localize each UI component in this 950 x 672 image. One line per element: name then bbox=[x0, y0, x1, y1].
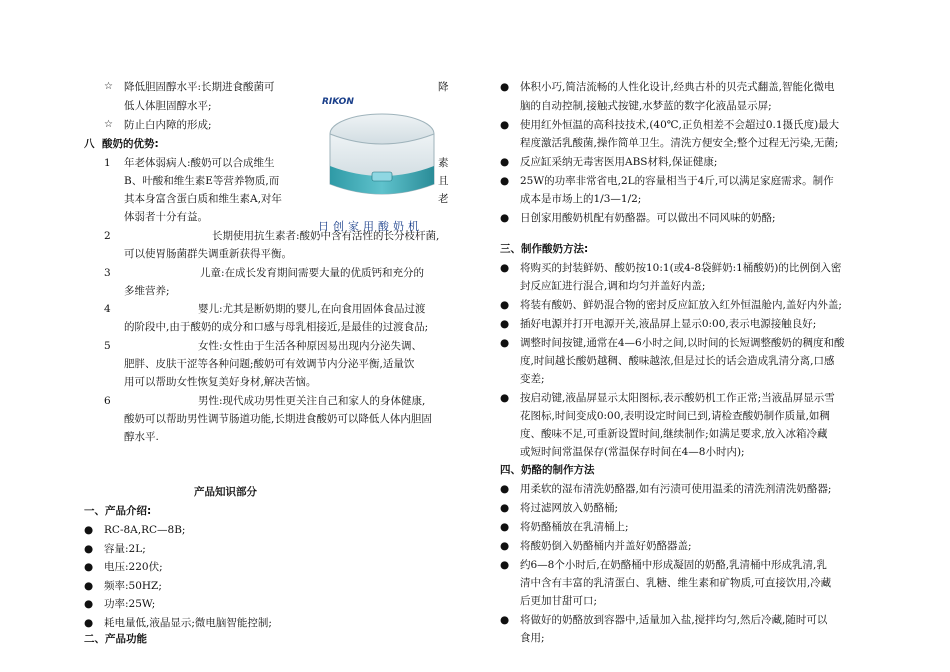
text-line: 后更加甘甜可口; bbox=[520, 595, 598, 607]
text-line: 使用红外恒温的高科技技术,(40℃,正负相差不会超过0.1摄氏度)最大 bbox=[520, 119, 840, 131]
text-line: 花图标,时间变成0:00,表明设定时间已到,请检查酸奶制作质量,如稠 bbox=[520, 410, 830, 422]
text-line: 反应缸采纳无毒害医用ABS材料,保证健康; bbox=[520, 156, 718, 168]
bullet-icon: ● bbox=[500, 318, 510, 330]
spec-item: 容量:2L; bbox=[104, 542, 146, 555]
spec-item: 功率:25W; bbox=[104, 598, 156, 610]
section-number: 八 bbox=[84, 138, 95, 150]
text-line: 肥胖、皮肤干涩等各种问题;酸奶可有效调节内分泌平衡,适量饮 bbox=[124, 358, 415, 370]
text-line: 降 bbox=[438, 81, 449, 93]
text-line: 体弱者十分有益。 bbox=[124, 211, 208, 223]
text-line: 男性:现代成功男性更关注自己和家人的身体健康, bbox=[198, 395, 426, 407]
text-line: 度,时间越长酸奶越稠、酸味越浓,但是过长的话会造成乳清分离,口感 bbox=[520, 355, 835, 367]
text-line: B、叶酸和维生素E等营养物质,而 bbox=[124, 175, 280, 187]
bullet-icon: ● bbox=[500, 540, 510, 552]
text-line: 25W的功率非常省电,2L的容量相当于4斤,可以满足家庭需求。制作 bbox=[520, 175, 834, 187]
text-line: 老 bbox=[438, 193, 449, 205]
spec-item: 耗电量低,液晶显示;微电脑智能控制; bbox=[104, 616, 272, 629]
bullet-icon: ● bbox=[500, 337, 510, 349]
text-line: 长期使用抗生素者:酸奶中含有活性的长分枝杆菌, bbox=[212, 230, 440, 242]
bullet-icon: ● bbox=[500, 483, 510, 495]
text-line: 或短时间常温保存(常温保存时间在4—8小时内); bbox=[520, 446, 745, 458]
text-line: 婴儿:尤其是断奶期的婴儿,在向食用固体食品过渡 bbox=[198, 303, 426, 315]
text-line: 体积小巧,简洁流畅的人性化设计,经典古朴的贝壳式翻盖,智能化微电 bbox=[520, 81, 835, 93]
bullet-icon: ● bbox=[84, 524, 94, 536]
text-line: 程度激活乳酸菌,操作简单卫生。清洗方便安全;整个过程无污染,无菌; bbox=[520, 137, 839, 149]
text-line: 脑的自动控制,接触式按键,水梦蓝的数字化液晶显示屏; bbox=[520, 100, 772, 112]
text-line: 将装有酸奶、鲜奶混合物的密封反应缸放入红外恒温舱内,盖好内外盖; bbox=[520, 299, 842, 311]
bullet-icon: ● bbox=[500, 614, 510, 626]
spec-item: 频率:50HZ; bbox=[104, 579, 162, 592]
bullet-icon: ● bbox=[84, 616, 94, 629]
text-line: 用柔软的湿布清洗奶酪器,如有污渍可使用温柔的清洗剂清洗奶酪器; bbox=[520, 483, 832, 495]
text-line: 食用; bbox=[520, 632, 545, 644]
bullet-icon: ● bbox=[500, 299, 510, 311]
text-line: 约6—8个小时后,在奶酪桶中形成凝固的奶酪,乳清桶中形成乳清,乳 bbox=[520, 559, 827, 571]
text-line: 女性:女性由于生活各种原因易出现内分泌失调、 bbox=[198, 340, 423, 352]
product-caption: 日创家用酸奶机 bbox=[318, 220, 423, 233]
text-line: 将过滤网放入奶酪桶; bbox=[520, 502, 619, 514]
text-line: 成本是市场上的1/3—1/2; bbox=[520, 193, 642, 205]
text-line: 清中含有丰富的乳清蛋白、乳糖、维生素和矿物质,可直接饮用,冷藏 bbox=[520, 577, 832, 589]
section-heading: 四、奶酪的制作方法 bbox=[500, 464, 595, 476]
item-number: 4 bbox=[104, 303, 111, 315]
bullet-icon: ● bbox=[500, 502, 510, 514]
item-number: 5 bbox=[104, 340, 111, 352]
bullet-icon: ● bbox=[500, 119, 510, 131]
text-line: 可以使胃肠菌群失调重新获得平衡。 bbox=[124, 248, 292, 260]
section-heading: 二、产品功能 bbox=[84, 633, 147, 645]
star-icon: ☆ bbox=[104, 119, 113, 130]
text-line: 其本身富含蛋白质和维生素A,对年 bbox=[124, 193, 282, 205]
text-line: 多维营养; bbox=[124, 285, 170, 297]
yogurt-maker-image bbox=[318, 96, 442, 240]
section-heading: 一、产品介绍: bbox=[84, 505, 152, 517]
section-heading: 三、制作酸奶方法: bbox=[500, 243, 589, 255]
item-number: 1 bbox=[104, 157, 111, 169]
item-number: 6 bbox=[104, 395, 111, 407]
text-line: 降低胆固醇水平:长期进食酸菌可 bbox=[124, 81, 275, 93]
text-line: 将奶酪桶放在乳清桶上; bbox=[520, 521, 629, 533]
text-line: 酸奶可以帮助男性调节肠道功能,长期进食酸奶可以降低人体内胆固 bbox=[124, 413, 432, 425]
text-line: 封反应缸进行混合,调和均匀并盖好内盖; bbox=[520, 280, 706, 292]
bullet-icon: ● bbox=[84, 561, 94, 573]
text-line: 插好电源并打开电源开关,液晶屏上显示0:00,表示电源接触良好; bbox=[520, 318, 817, 330]
spec-item: 电压:220伏; bbox=[104, 561, 163, 573]
text-line: 防止白内障的形成; bbox=[124, 119, 212, 131]
text-line: 低人体胆固醇水平; bbox=[124, 100, 212, 112]
text-line: 儿童:在成长发育期间需要大量的优质钙和充分的 bbox=[200, 267, 425, 279]
item-number: 2 bbox=[104, 230, 111, 242]
bullet-icon: ● bbox=[500, 392, 510, 404]
text-line: 将购买的封装鲜奶、酸奶按10:1(或4-8袋鲜奶:1桶酸奶)的比例倒入密 bbox=[520, 262, 842, 274]
text-line: 调整时间按键,通常在4—6小时之间,以时间的长短调整酸奶的稠度和酸 bbox=[520, 337, 845, 349]
part-title: 产品知识部分 bbox=[194, 486, 257, 498]
text-line: 用可以帮助女性恢复美好身材,解决苦恼。 bbox=[124, 376, 317, 388]
text-line: 素 bbox=[438, 157, 449, 169]
bullet-icon: ● bbox=[500, 262, 510, 274]
text-line: 将酸奶倒入奶酪桶内并盖好奶酪器盖; bbox=[520, 540, 692, 552]
brand-logo: RIKON bbox=[322, 97, 354, 107]
text-line: 变差; bbox=[520, 373, 545, 385]
text-line: 将做好的奶酪放到容器中,适量加入盐,搅拌均匀,然后冷藏,随时可以 bbox=[520, 614, 828, 626]
section-heading: 酸奶的优势: bbox=[102, 138, 159, 150]
bullet-icon: ● bbox=[84, 542, 94, 555]
bullet-icon: ● bbox=[500, 559, 510, 571]
text-line: 度、酸味不足,可重新设置时间,继续制作;如满足要求,放入冰箱冷藏 bbox=[520, 428, 828, 440]
star-icon: ☆ bbox=[104, 81, 113, 92]
bullet-icon: ● bbox=[500, 521, 510, 533]
bullet-icon: ● bbox=[500, 212, 510, 224]
text-line: 的阶段中,由于酸奶的成分和口感与母乳相接近,是最佳的过渡食品; bbox=[124, 321, 429, 333]
text-line: 年老体弱病人:酸奶可以合成维生 bbox=[124, 157, 275, 169]
yogurt-maker-illustration bbox=[322, 96, 442, 240]
bullet-icon: ● bbox=[84, 579, 94, 592]
bullet-icon: ● bbox=[500, 175, 510, 187]
spec-item: RC-8A,RC—8B; bbox=[104, 524, 186, 536]
text-line: 且 bbox=[438, 175, 449, 187]
item-number: 3 bbox=[104, 267, 111, 279]
text-line: 按启动键,液晶屏显示太阳图标,表示酸奶机工作正常;当液晶屏显示雪 bbox=[520, 392, 835, 404]
bullet-icon: ● bbox=[500, 81, 510, 93]
bullet-icon: ● bbox=[84, 598, 94, 610]
bullet-icon: ● bbox=[500, 156, 510, 168]
text-line: 醇水平. bbox=[124, 431, 159, 443]
text-line: 日创家用酸奶机配有奶酪器。可以做出不同风味的奶酪; bbox=[520, 212, 776, 224]
